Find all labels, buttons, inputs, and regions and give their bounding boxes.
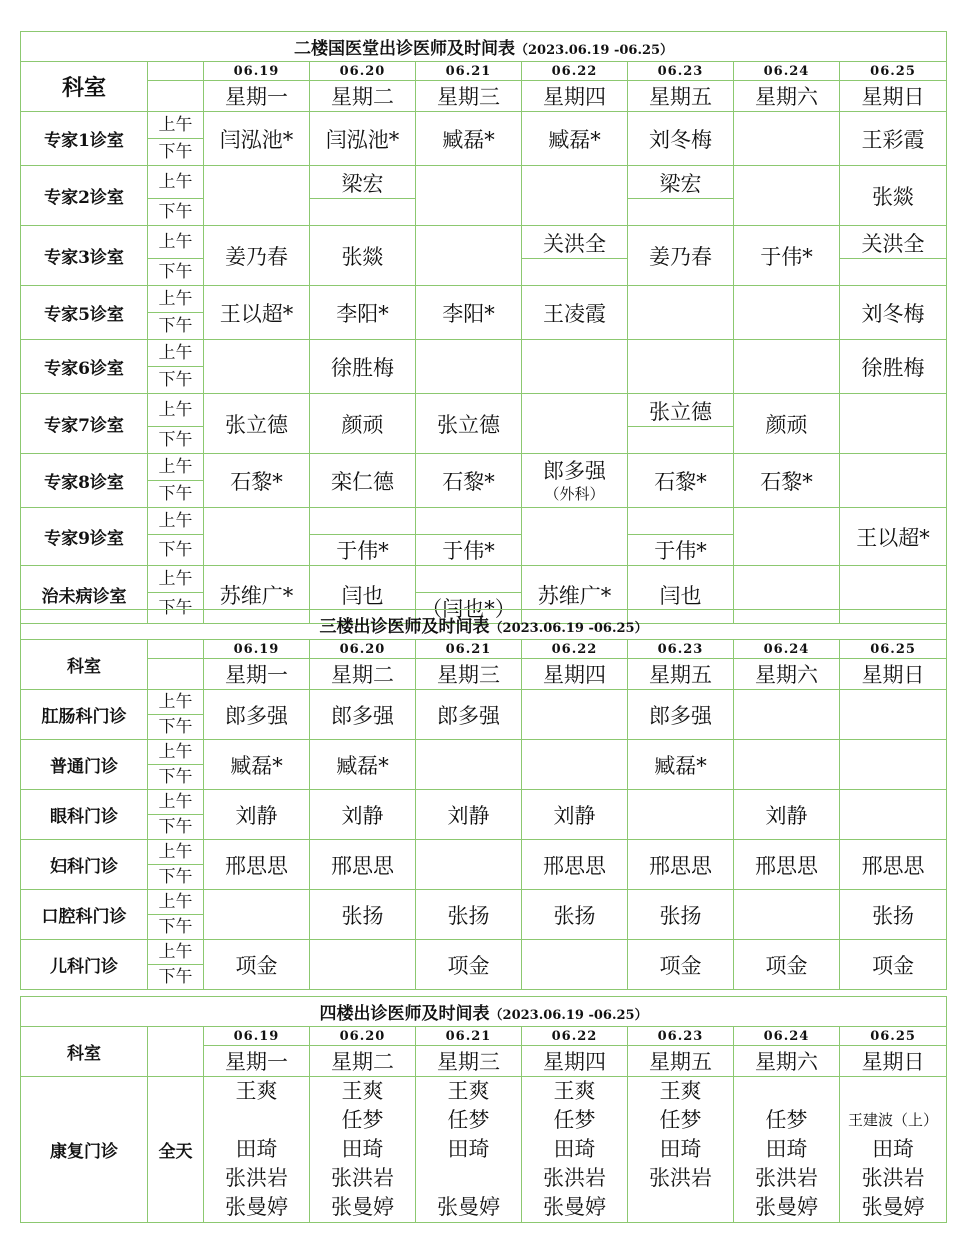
dept-label: 专家9诊室 [21, 508, 148, 566]
floor4-period-header [148, 1027, 204, 1077]
period-pm: 下午 [148, 865, 204, 890]
doctor-name: 任梦 [765, 1108, 808, 1132]
floor4-weekday: 星期五 [628, 1046, 734, 1077]
period-pm: 下午 [148, 313, 204, 340]
dept-label: 专家6诊室 [21, 340, 148, 394]
doctor-cell [840, 259, 947, 286]
doctor-cell: 王彩霞 [840, 112, 947, 166]
doctor-cell: 徐胜梅 [310, 340, 416, 394]
doctor-name: 田琦 [659, 1137, 702, 1161]
doctor-cell [522, 508, 628, 566]
dept-label: 专家7诊室 [21, 394, 148, 454]
doctor-cell: 颜顽 [310, 394, 416, 454]
doctor-cell: 张扬 [310, 890, 416, 940]
doctor-cell: 臧磊* [628, 740, 734, 790]
doctor-cell: 郎多强 [416, 690, 522, 740]
floor4-date: 06.25 [840, 1027, 947, 1046]
doctor-name: 张洪岩 [543, 1166, 606, 1190]
floor3-date-range: （2023.06.19 -06.25） [489, 621, 648, 636]
doctor-name: 田琦 [553, 1137, 596, 1161]
floor3-weekday: 星期四 [522, 659, 628, 690]
doctor-cell [416, 508, 522, 535]
doctor-name: 田琦 [872, 1137, 915, 1161]
doctor-cell: 于伟* [628, 535, 734, 566]
period-am: 上午 [148, 454, 204, 481]
doctor-cell: 邢思思 [628, 840, 734, 890]
doctor-cell: 石黎* [204, 454, 310, 508]
doctor-cell [734, 508, 840, 566]
floor2-title: 二楼国医堂出诊医师及时间表 [294, 39, 516, 59]
doctor-cell [628, 340, 734, 394]
table-row [21, 790, 947, 815]
doctor-cell [628, 427, 734, 454]
doctor-note: （外科） [544, 484, 605, 503]
doctor-cell: 邢思思 [310, 840, 416, 890]
doctor-name: 王爽 [553, 1079, 596, 1103]
floor4-date: 06.22 [522, 1027, 628, 1046]
doctor-name: 张洪岩 [861, 1166, 925, 1190]
doctor-name: 张曼婷 [543, 1195, 606, 1219]
floor2-dept-header: 科室 [21, 62, 148, 112]
doctor-name: 任梦 [659, 1108, 702, 1132]
floor4-schedule-table [20, 996, 947, 1223]
doctor-cell: 邢思思 [204, 840, 310, 890]
period-pm: 下午 [148, 715, 204, 740]
doctor-cell: 闫也 [310, 566, 416, 624]
doctor-name: 王爽 [659, 1079, 702, 1103]
doctor-list-cell [416, 1077, 522, 1223]
floor4-date: 06.21 [416, 1027, 522, 1046]
doctor-cell: 于伟* [734, 226, 840, 286]
doctor-cell: 臧磊* [522, 112, 628, 166]
floor3-date: 06.20 [310, 640, 416, 659]
doctor-cell: 石黎* [416, 454, 522, 508]
period-am: 上午 [148, 508, 204, 535]
floor3-date: 06.21 [416, 640, 522, 659]
doctor-cell [628, 508, 734, 535]
floor2-schedule-table [20, 31, 947, 624]
floor2-weekday: 星期三 [416, 81, 522, 112]
period-pm: 下午 [148, 199, 204, 226]
doctor-cell [310, 199, 416, 226]
period-pm: 下午 [148, 593, 204, 624]
dept-label: 专家1诊室 [21, 112, 148, 166]
doctor-cell [204, 508, 310, 566]
dept-label: 普通门诊 [21, 740, 148, 790]
doctor-cell [734, 166, 840, 226]
floor2-date: 06.24 [734, 62, 840, 81]
floor3-weekday: 星期日 [840, 659, 947, 690]
period-am: 上午 [148, 226, 204, 259]
doctor-cell: 张扬 [840, 890, 947, 940]
floor3-date: 06.24 [734, 640, 840, 659]
floor3-date: 06.22 [522, 640, 628, 659]
table-row [21, 890, 947, 915]
doctor-cell: 关洪全 [522, 226, 628, 259]
floor2-date: 06.21 [416, 62, 522, 81]
doctor-cell: 关洪全 [840, 226, 947, 259]
floor4-weekday: 星期三 [416, 1046, 522, 1077]
doctor-cell [840, 790, 947, 840]
doctor-cell: 项金 [416, 940, 522, 990]
doctor-name [734, 1077, 839, 1106]
doctor-cell: 于伟* [310, 535, 416, 566]
doctor-name: 张曼婷 [225, 1195, 288, 1219]
doctor-cell: 张燚 [310, 226, 416, 286]
doctor-cell: 梁宏 [310, 166, 416, 199]
doctor-cell [734, 690, 840, 740]
floor2-weekday: 星期二 [310, 81, 416, 112]
doctor-cell [310, 940, 416, 990]
floor3-title: 三楼出诊医师及时间表 [319, 617, 490, 637]
doctor-cell [416, 166, 522, 226]
period-pm: 下午 [148, 965, 204, 990]
floor3-title-cell [21, 610, 947, 640]
floor2-date: 06.25 [840, 62, 947, 81]
floor2-weekday: 星期五 [628, 81, 734, 112]
doctor-cell: 石黎* [734, 454, 840, 508]
floor3-date: 06.19 [204, 640, 310, 659]
doctor-cell: 石黎* [628, 454, 734, 508]
dept-label: 口腔科门诊 [21, 890, 148, 940]
doctor-cell: 徐胜梅 [840, 340, 947, 394]
period-pm: 下午 [148, 259, 204, 286]
doctor-cell [734, 340, 840, 394]
doctor-cell [522, 394, 628, 454]
doctor-cell: 刘冬梅 [628, 112, 734, 166]
floor3-period-header-bottom [148, 659, 204, 690]
doctor-name: 张洪岩 [225, 1166, 288, 1190]
floor3-weekday: 星期三 [416, 659, 522, 690]
period-am: 上午 [148, 740, 204, 765]
floor4-date: 06.19 [204, 1027, 310, 1046]
doctor-name: 王建波（上） [848, 1111, 939, 1129]
doctor-cell [204, 340, 310, 394]
doctor-name: 张曼婷 [437, 1195, 500, 1219]
doctor-cell [310, 508, 416, 535]
dept-label: 儿科门诊 [21, 940, 148, 990]
floor2-date: 06.23 [628, 62, 734, 81]
floor3-date: 06.23 [628, 640, 734, 659]
doctor-name: 田琦 [765, 1137, 808, 1161]
floor4-date-range: （2023.06.19 -06.25） [489, 1008, 648, 1023]
doctor-cell: 郎多强 [310, 690, 416, 740]
doctor-cell: 闫泓池* [310, 112, 416, 166]
doctor-cell [416, 840, 522, 890]
period-pm: 下午 [148, 535, 204, 566]
floor2-date-range: （2023.06.19 -06.25） [515, 43, 674, 58]
doctor-cell: 栾仁德 [310, 454, 416, 508]
doctor-cell: 姜乃春 [628, 226, 734, 286]
period-pm: 下午 [148, 915, 204, 940]
doctor-name [840, 1077, 946, 1106]
doctor-name: 田琦 [447, 1137, 490, 1161]
doctor-name: 张曼婷 [861, 1195, 925, 1219]
doctor-cell: 刘冬梅 [840, 286, 947, 340]
floor4-date: 06.24 [734, 1027, 840, 1046]
doctor-cell [204, 890, 310, 940]
floor4-weekday: 星期四 [522, 1046, 628, 1077]
floor4-weekday: 星期二 [310, 1046, 416, 1077]
dept-label: 治未病诊室 [21, 566, 148, 624]
period-am: 上午 [148, 286, 204, 313]
dept-label: 康复门诊 [21, 1077, 148, 1223]
period-am: 上午 [148, 690, 204, 715]
doctor-name: 任梦 [341, 1108, 384, 1132]
doctor-cell [522, 454, 628, 508]
dept-label: 肛肠科门诊 [21, 690, 148, 740]
table-row [21, 690, 947, 715]
doctor-cell: 刘静 [416, 790, 522, 840]
floor3-schedule-table [20, 609, 947, 990]
doctor-cell [522, 340, 628, 394]
doctor-cell: 闫泓池* [204, 112, 310, 166]
doctor-cell [840, 454, 947, 508]
period-am: 上午 [148, 394, 204, 427]
doctor-cell: 张立德 [416, 394, 522, 454]
doctor-cell [416, 226, 522, 286]
floor2-period-header-bottom [148, 81, 204, 112]
period-am: 上午 [148, 890, 204, 915]
floor4-date: 06.23 [628, 1027, 734, 1046]
floor2-weekday: 星期四 [522, 81, 628, 112]
doctor-cell: 项金 [734, 940, 840, 990]
period-pm: 下午 [148, 427, 204, 454]
floor4-date: 06.20 [310, 1027, 416, 1046]
doctor-name: 张曼婷 [755, 1195, 818, 1219]
rehab-row [21, 1077, 947, 1223]
doctor-cell [522, 940, 628, 990]
doctor-cell: 刘静 [522, 790, 628, 840]
doctor-cell [522, 259, 628, 286]
doctor-list-cell [310, 1077, 416, 1223]
floor2-date: 06.20 [310, 62, 416, 81]
floor4-title: 四楼出诊医师及时间表 [319, 1004, 490, 1024]
doctor-cell [204, 166, 310, 226]
doctor-name: 田琦 [235, 1137, 278, 1161]
doctor-name: 张洪岩 [649, 1166, 712, 1190]
doctor-cell: 项金 [628, 940, 734, 990]
dept-label: 专家8诊室 [21, 454, 148, 508]
doctor-cell: 张燚 [840, 166, 947, 226]
doctor-cell [628, 790, 734, 840]
dept-label: 眼科门诊 [21, 790, 148, 840]
floor2-date: 06.19 [204, 62, 310, 81]
doctor-cell [840, 394, 947, 454]
doctor-cell: 邢思思 [522, 840, 628, 890]
doctor-cell: 苏维广* [204, 566, 310, 624]
doctor-list-cell [628, 1077, 734, 1223]
period-am: 上午 [148, 840, 204, 865]
period-am: 上午 [148, 940, 204, 965]
doctor-cell: 邢思思 [840, 840, 947, 890]
doctor-cell [522, 166, 628, 226]
doctor-cell [416, 566, 522, 593]
floor3-dept-header: 科室 [21, 640, 148, 690]
doctor-list-cell [840, 1077, 947, 1223]
period-am: 上午 [148, 112, 204, 139]
doctor-name: 郎多强 [543, 458, 606, 483]
floor2-weekday: 星期六 [734, 81, 840, 112]
doctor-cell [734, 286, 840, 340]
doctor-name: 王爽 [341, 1079, 384, 1103]
doctor-cell: 于伟* [416, 535, 522, 566]
period-pm: 下午 [148, 367, 204, 394]
doctor-cell: 张立德 [204, 394, 310, 454]
doctor-cell: 张立德 [628, 394, 734, 427]
doctor-cell: 郎多强 [628, 690, 734, 740]
floor4-title-cell [21, 997, 947, 1027]
doctor-cell: 王以超* [204, 286, 310, 340]
dept-label: 妇科门诊 [21, 840, 148, 890]
doctor-cell: 刘静 [734, 790, 840, 840]
table-row [21, 740, 947, 765]
doctor-cell [734, 740, 840, 790]
doctor-cell [522, 690, 628, 740]
doctor-list-cell [204, 1077, 310, 1223]
floor3-weekday: 星期六 [734, 659, 840, 690]
doctor-cell [734, 890, 840, 940]
doctor-cell: 郎多强 [204, 690, 310, 740]
doctor-cell [416, 340, 522, 394]
doctor-cell: 颜顽 [734, 394, 840, 454]
period-pm: 下午 [148, 815, 204, 840]
period-pm: 下午 [148, 139, 204, 166]
floor4-weekday: 星期六 [734, 1046, 840, 1077]
doctor-cell [628, 286, 734, 340]
doctor-cell: 项金 [840, 940, 947, 990]
floor4-weekday: 星期一 [204, 1046, 310, 1077]
doctor-cell: （闫也*） [416, 593, 522, 624]
doctor-cell [416, 740, 522, 790]
doctor-cell: 臧磊* [310, 740, 416, 790]
doctor-cell: 苏维广* [522, 566, 628, 624]
dept-label: 专家2诊室 [21, 166, 148, 226]
doctor-cell: 姜乃春 [204, 226, 310, 286]
floor3-weekday: 星期二 [310, 659, 416, 690]
dept-label: 专家5诊室 [21, 286, 148, 340]
period-am: 上午 [148, 566, 204, 593]
doctor-cell: 项金 [204, 940, 310, 990]
doctor-list-cell [734, 1077, 840, 1223]
doctor-cell: 张扬 [628, 890, 734, 940]
period-pm: 下午 [148, 765, 204, 790]
floor4-dept-header: 科室 [21, 1027, 148, 1077]
doctor-name [628, 1193, 733, 1222]
doctor-cell [840, 690, 947, 740]
period-am: 上午 [148, 166, 204, 199]
floor3-weekday: 星期一 [204, 659, 310, 690]
doctor-cell: 邢思思 [734, 840, 840, 890]
doctor-cell: 闫也 [628, 566, 734, 624]
doctor-cell: 刘静 [204, 790, 310, 840]
table-row [21, 840, 947, 865]
dept-label: 专家3诊室 [21, 226, 148, 286]
period-allday: 全天 [148, 1077, 204, 1223]
doctor-cell: 臧磊* [416, 112, 522, 166]
floor2-weekday: 星期日 [840, 81, 947, 112]
period-am: 上午 [148, 340, 204, 367]
doctor-cell [734, 112, 840, 166]
doctor-cell: 王以超* [840, 508, 947, 566]
doctor-name: 张洪岩 [755, 1166, 818, 1190]
table-row [21, 940, 947, 965]
doctor-name: 任梦 [447, 1108, 490, 1132]
doctor-list-cell [522, 1077, 628, 1223]
doctor-cell [840, 740, 947, 790]
doctor-name: 王爽 [235, 1079, 278, 1103]
doctor-cell [522, 740, 628, 790]
doctor-cell: 张扬 [522, 890, 628, 940]
doctor-name [204, 1106, 309, 1135]
doctor-name [416, 1164, 521, 1193]
floor2-title-cell [21, 32, 947, 62]
doctor-cell: 梁宏 [628, 166, 734, 199]
floor2-weekday: 星期一 [204, 81, 310, 112]
floor3-weekday: 星期五 [628, 659, 734, 690]
doctor-cell: 李阳* [310, 286, 416, 340]
doctor-cell: 李阳* [416, 286, 522, 340]
doctor-cell: 臧磊* [204, 740, 310, 790]
floor3-date: 06.25 [840, 640, 947, 659]
doctor-cell: 刘静 [310, 790, 416, 840]
doctor-name: 张曼婷 [331, 1195, 394, 1219]
floor4-weekday: 星期日 [840, 1046, 947, 1077]
doctor-cell: 张扬 [416, 890, 522, 940]
period-pm: 下午 [148, 481, 204, 508]
doctor-name: 田琦 [341, 1137, 384, 1161]
period-am: 上午 [148, 790, 204, 815]
floor2-date: 06.22 [522, 62, 628, 81]
doctor-cell: 王凌霞 [522, 286, 628, 340]
floor3-period-header-top [148, 640, 204, 659]
doctor-cell [628, 199, 734, 226]
floor2-period-header-top [148, 62, 204, 81]
doctor-name: 王爽 [447, 1079, 490, 1103]
doctor-name: 张洪岩 [331, 1166, 394, 1190]
floor3-rows [21, 690, 947, 990]
doctor-name: 任梦 [553, 1108, 596, 1132]
